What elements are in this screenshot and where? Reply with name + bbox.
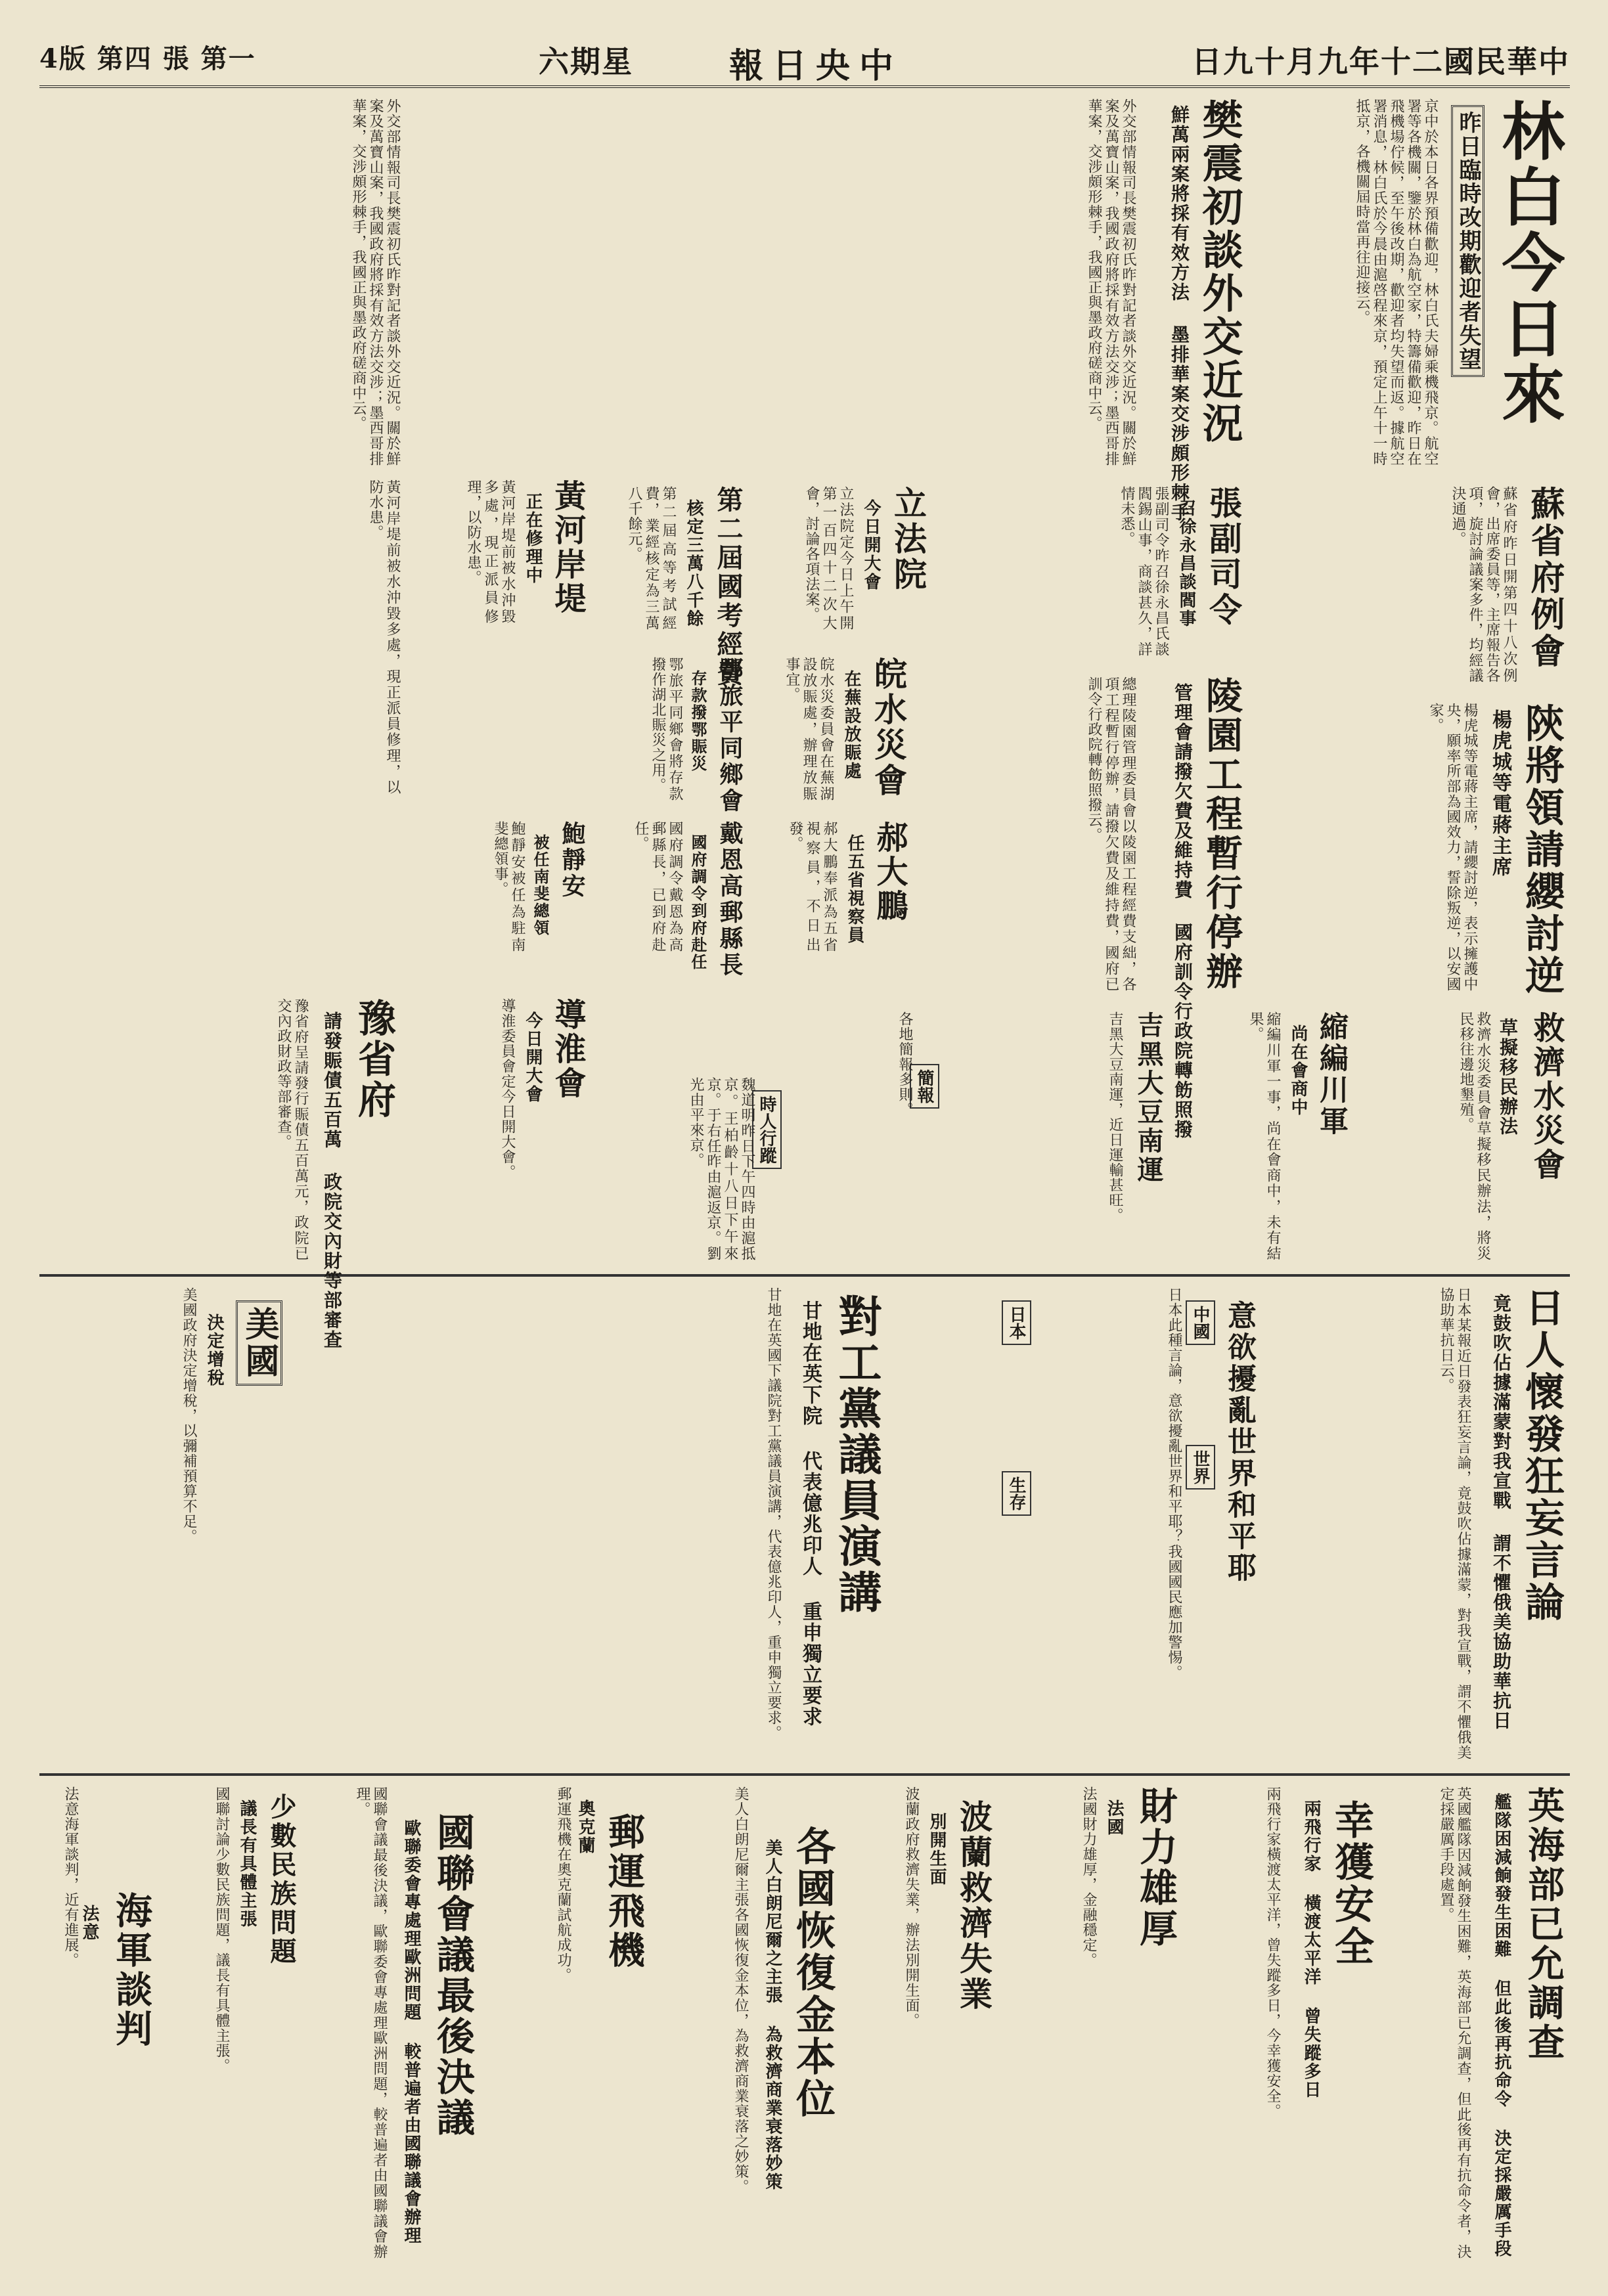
band-divider — [39, 1773, 1570, 1776]
article-body: 英國艦隊因減餉發生困難，英海部已允調查，但此後再有抗命令者，決定採嚴厲手段處置。 — [1438, 1786, 1471, 2259]
article-body: 國府調令戴恩為高郵縣長，已到府赴任。 — [633, 821, 683, 952]
headline: 波蘭救濟失業 — [954, 1799, 993, 2012]
article-body: 法意海軍談判，近有進展。 — [62, 1786, 79, 1968]
section-tag: 中國 — [1186, 1300, 1215, 1345]
subheadline: 國府調令到府赴任 — [688, 834, 707, 971]
headline: 少數民族問題 — [266, 1793, 297, 1966]
subheadline: 議長有具體主張 — [237, 1799, 257, 1928]
headline: 鄂旅平同鄉會 — [716, 657, 744, 814]
subheadline: 歐聯委會專處理歐洲問題 較普遍者由國聯議會辦理 — [401, 1819, 421, 2245]
article-body: 日本某報近日發表狂妄言論，竟鼓吹佔據滿蒙，對我宣戰，謂不懼俄美協助華抗日云。 — [1438, 1287, 1471, 1760]
article-body: 各地簡報多則。 — [897, 1011, 913, 1117]
article-body: 豫省府呈請發行賑債五百萬元，政院已交內政財政等部審查。 — [275, 998, 309, 1261]
headline: 林白今日來 — [1492, 99, 1566, 427]
headline: 幸獲安全 — [1328, 1799, 1374, 1968]
article-body: 蘇省府昨日開第四十八次例會，出席委員等，主席報告各項，旋討論議案多件，均經議決通過。 — [1450, 486, 1517, 683]
subheadline: 法國 — [1104, 1799, 1124, 1836]
masthead — [39, 26, 1570, 88]
article-body: 鮑靜安被任為駐南斐總領事。 — [492, 821, 525, 952]
article-body: 兩飛行家橫渡太平洋，曾失蹤多日，今幸獲安全。 — [1264, 1786, 1281, 2119]
subheadline: 請發賑債五百萬 政院交內財等部審查 — [321, 1011, 343, 1350]
section-tag: 日本 — [1002, 1300, 1031, 1345]
subheadline: 尚在會商中 — [1288, 1025, 1308, 1116]
article-body: 救濟水災委員會草擬移民辦法，將災民移往邊地墾殖。 — [1458, 1011, 1491, 1261]
article-body: 法國財力雄厚，金融穩定。 — [1081, 1786, 1097, 1968]
band-divider — [39, 1274, 1570, 1277]
subheadline: 別開生面 — [927, 1813, 947, 1886]
subheadline: 兩飛行家 橫渡太平洋 曾失蹤多日 — [1301, 1799, 1321, 2099]
article-body: 魏道明昨日下午四時由滬抵京。王柏齡十八日下午來京。于右任昨由滬返京。劉光由平來京。 — [688, 1077, 755, 1261]
headline: 海軍談判 — [110, 1891, 153, 2049]
headline: 黃河岸堤 — [549, 479, 586, 616]
article-body: 皖水災委員會在蕪湖設放賑處，辦理放賑事宜。 — [784, 657, 834, 801]
article-body: 黃河岸堤前被水沖毀多處，現正派員修理，以防水患。 — [465, 479, 516, 624]
subheadline: 竟鼓吹佔據滿蒙對我宣戰 謂不懼俄美協助華抗日 — [1490, 1294, 1512, 1731]
subheadline: 美人白朗尼爾之主張 為救濟商業衰落妙策 — [763, 1839, 782, 2191]
subheadline: 法意 — [79, 1905, 99, 1941]
headline: 吉黑大豆南運 — [1133, 1011, 1164, 1185]
paper-name: 報日央中 — [729, 46, 903, 86]
headline: 蘇省府例會 — [1525, 486, 1565, 670]
headline: 美國 — [236, 1300, 282, 1386]
article-body: 甘地在英國下議院對工黨議員演講，代表億兆印人，重申獨立要求。 — [765, 1287, 782, 1740]
subheadline: 甘地在英下院 代表億兆印人 重申獨立要求 — [799, 1300, 822, 1727]
headline: 導淮會 — [549, 998, 586, 1101]
issue-date: 日九十月九年十二國民華中 — [1192, 44, 1570, 79]
article-body: 張副司令昨召徐永昌氏談閻錫山事，商談甚久，詳情未悉。 — [1119, 486, 1169, 657]
headline: 救濟水災會 — [1528, 1011, 1565, 1182]
headline: 郝大鵬 — [871, 821, 908, 923]
headline: 英海部已允調查 — [1522, 1786, 1565, 2062]
subheadline: 草擬移民辦法 — [1497, 1018, 1519, 1136]
article-body: 楊虎城等電蔣主席，請纓討逆，表示擁護中央，願率所部為國效力，誓除叛逆，以安國家。 — [1427, 703, 1478, 992]
article-body: 鄂旅平同鄉會將存款撥作湖北賑災之用。 — [650, 657, 683, 801]
article-body: 美人白朗尼爾主張各國恢復金本位，為救濟商業衰落之妙策。 — [732, 1786, 749, 2194]
article-body: 京中於本日各界預備歡迎，林白氏夫婦乘機飛京。航空署等各機關，鑒於林白為航空家，特籌備歡迎，昨日在飛機場佇候，至午後改期，歡迎者均失望而返。據航空署消息，林白氏於今晨由滬啓程來京，預定上午十一時抵京，各機關屆時當再往迎接云。 — [1354, 99, 1439, 466]
section-tag: 世界 — [1186, 1445, 1215, 1490]
article-body: 郝大鵬奉派為五省視察員，不日出發。 — [787, 821, 838, 952]
subheadline: 今日開大會 — [523, 1011, 543, 1103]
article-body: 國聯討論少數民族問題，議長有具體主張。 — [213, 1786, 230, 2073]
subheadline: 核定三萬八千餘 — [684, 499, 704, 628]
subheadline: 管理會請撥欠費及維持費 國府訓令行政院轉飭照撥 — [1172, 683, 1194, 1139]
subheadline: 今日開大會 — [861, 499, 881, 591]
headline: 日人懷發狂妄言論 — [1519, 1287, 1565, 1623]
article-body: 外交部情報司長樊震初氏昨對記者談外交近況。關於鮮案及萬寶山案，我國政府將採有效方法交涉；墨西哥排華案，交涉頗形棘手，我國正與墨政府磋商中云。 — [350, 99, 401, 466]
article-body: 郵運飛機在奧克蘭試航成功。 — [555, 1786, 571, 1983]
headline: 國聯會議最後決議 — [430, 1813, 475, 2138]
headline: 各國恢復金本位 — [790, 1826, 836, 2120]
section-tag: 簡報 — [910, 1064, 939, 1109]
headline: 陵園工程暫行停辦 — [1200, 676, 1243, 992]
section-tag: 生存 — [1002, 1471, 1031, 1516]
headline: 皖水災會 — [869, 657, 908, 799]
article-body: 波蘭政府救濟失業，辦法別開生面。 — [903, 1786, 920, 2028]
subheadline: 鮮萬兩案將採有效方法 墨排華案交涉頗形棘手 — [1169, 105, 1190, 522]
headline: 縮編川軍 — [1314, 1011, 1348, 1137]
subheadline: 決定增稅 — [204, 1314, 224, 1387]
subheadline: 楊虎城等電蔣主席 — [1488, 709, 1511, 877]
newspaper-page — [39, 26, 1570, 2272]
article-body: 導淮委員會定今日開大會。 — [499, 998, 516, 1180]
article-body: 第二屆高等考試經費，業經核定為三萬八千餘元。 — [626, 486, 677, 630]
article-body: 黃河岸堤前被水沖毀多處，現正派員修理，以防水患。 — [367, 479, 401, 795]
headline: 財力雄厚 — [1133, 1786, 1178, 1949]
article-body: 立法院定今日上午開第一百四十二次大會，討論各項法案。 — [803, 486, 854, 630]
headline: 對工黨議員演講 — [831, 1294, 882, 1616]
headline: 樊震初談外交近況 — [1195, 99, 1243, 445]
headline: 立法院 — [889, 486, 927, 592]
subheadline: 被任南斐總領 — [531, 834, 550, 937]
article-body: 國聯會議最後決議，歐聯委會專處理歐洲問題，較普遍者由國聯議會辦理。 — [354, 1786, 388, 2259]
headline: 戴恩高郵縣長 — [716, 821, 744, 979]
section-tag: 時人行蹤 — [752, 1090, 782, 1169]
subheadline: 在蕪設放賑處 — [841, 670, 861, 780]
headline: 第二屆國考經費 — [713, 486, 744, 688]
article-body: 縮編川軍一事，尚在會商中，未有結果。 — [1247, 1011, 1281, 1261]
article-body: 日本此種言論，意欲擾亂世界和平耶？我國國民應加警惕。 — [1166, 1287, 1182, 1680]
page-number: 4版 第四 張 第一 — [39, 43, 256, 74]
subheadline: 任五省視察員 — [845, 834, 864, 944]
article-body: 美國政府決定增稅，以彌補預算不足。 — [181, 1287, 197, 1544]
headline: 張副司令 — [1204, 486, 1243, 628]
headline: 意欲擾亂世界和平耶 — [1222, 1300, 1256, 1584]
subheadline: 艦隊困減餉發生困難 但此後再抗命令 決定採嚴厲手段 — [1492, 1793, 1511, 2258]
headline: 陝將領請纓討逆 — [1519, 703, 1565, 997]
subheadline: 正在修理中 — [523, 493, 543, 585]
subheadline: 召徐永昌談閻事 — [1176, 499, 1196, 628]
subheadline: 昨日臨時改期歡迎者失望 — [1451, 105, 1485, 377]
article-body: 吉黑大豆南運，近日運輸甚旺。 — [1107, 1011, 1123, 1223]
headline: 豫省府 — [351, 998, 396, 1120]
headline: 鮑靜安 — [558, 821, 586, 900]
headline: 郵運飛機 — [602, 1813, 646, 1970]
article-body: 外交部情報司長樊震初氏昨對記者談外交近況。關於鮮案及萬寶山案，我國政府將採有效方法交涉；墨西哥排華案，交涉頗形棘手，我國正與墨政府磋商中云。 — [1086, 99, 1136, 466]
weekday: 六期星 — [539, 44, 633, 79]
article-body: 總理陵園管理委員會以陵園工程經費支絀，各項工程暫行停辦，請撥欠費及維持費，國府已訓令行政院轉飭照撥云。 — [1086, 676, 1136, 992]
subheadline: 存款撥鄂賑災 — [688, 670, 707, 772]
subheadline: 奧克蘭 — [575, 1799, 595, 1855]
